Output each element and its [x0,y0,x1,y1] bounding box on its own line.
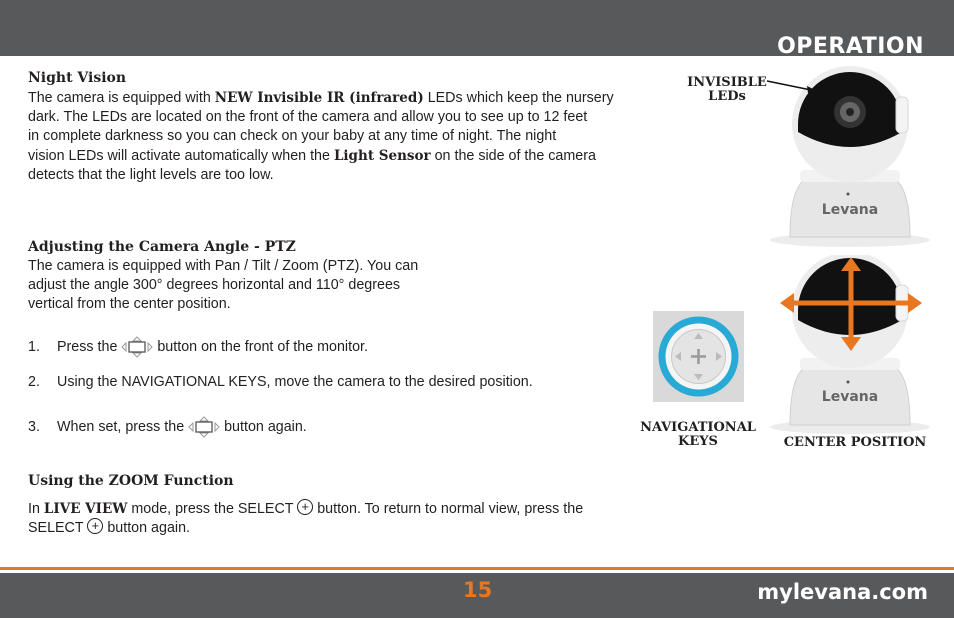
callout-arrow [765,78,825,94]
navigational-keys-callout [633,421,763,449]
text: vision LEDs will activate automatically when the [28,147,334,164]
text: KEYS [678,434,718,449]
light-sensor-term: Light Sensor [333,147,431,164]
zoom-heading: Using the ZOOM Function [28,473,234,489]
live-view-term: LIVE VIEW [43,501,128,517]
text: LEDs [708,89,746,104]
ptz-paragraph [28,257,418,315]
text: dark. The LEDs are located on the front of the camera and allow you to see up to 12 feet [28,109,588,126]
text: button. To return to normal view, press the [313,501,584,517]
night-vision-paragraph [28,89,614,185]
step-2 [28,374,533,390]
step-number: 1. [28,338,40,355]
step-1 [28,336,368,358]
camera-brand-label: Levana [821,389,879,405]
invisible-ir-term: NEW Invisible IR (infrared) [214,90,424,106]
camera-image-bottom [760,255,940,435]
text: Press the [57,338,122,355]
text: adjust the angle 300° degrees horizontal and 110° degrees [28,277,401,294]
ptz-button-icon [121,336,153,358]
text: SELECT [28,520,88,537]
center-position-callout: CENTER POSITION [783,435,927,450]
website-url: mylevana.com [757,580,928,604]
text: button again. [220,418,307,435]
text: in complete darkness so you can check on your baby at any time of night. The night [28,128,557,145]
zoom-paragraph [28,500,583,538]
text: The camera is equipped with [28,90,215,106]
text: INVISIBLE [687,75,767,90]
page-number: 15 [463,578,493,602]
text: When set, press the [57,418,189,435]
text: button again. [103,520,190,537]
text: LEDs which keep the nursery [423,90,614,106]
camera-brand-label: Levana [821,202,879,218]
footer-divider [0,567,954,570]
text: The camera is equipped with Pan / Tilt / Zoom (PTZ). You can [28,258,419,274]
step-3 [28,416,307,438]
invisible-leds-callout [680,76,774,104]
select-plus-icon: + [87,518,103,534]
step-number: 3. [28,418,40,435]
ptz-heading: Adjusting the Camera Angle - PTZ [28,239,296,255]
ptz-button-icon [188,416,220,438]
text: mode, press the SELECT [127,501,298,517]
step-number: 2. [28,374,40,390]
select-plus-icon: + [297,499,313,515]
night-vision-heading: Night Vision [28,70,127,86]
text: detects that the light levels are too low. [28,166,274,183]
text: Using the NAVIGATIONAL KEYS, move the camera to the desired position. [57,374,533,390]
text: In [28,501,44,517]
text: vertical from the center position. [28,296,231,313]
navigational-keys-image [653,311,744,402]
text: button on the front of the monitor. [153,338,368,355]
section-title: OPERATION [777,34,924,59]
text: on the side of the camera [430,147,596,164]
text: NAVIGATIONAL [640,420,756,435]
